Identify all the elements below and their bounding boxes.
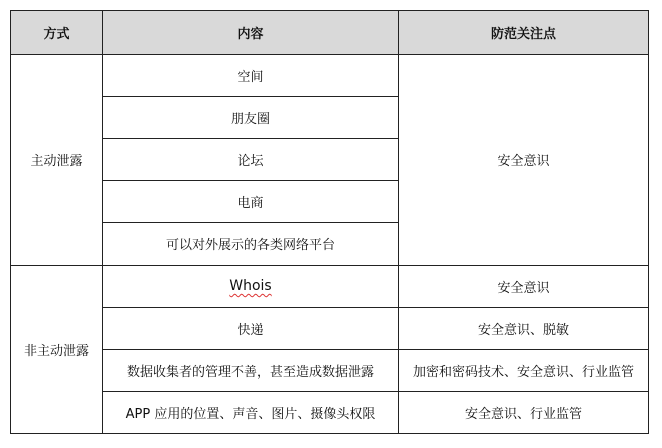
content-cell [103,265,399,307]
header-method: 方式 [11,11,103,55]
table-row [11,391,649,433]
content-cell: 数据收集者的管理不善，甚至造成数据泄露 [103,349,399,391]
table-row [11,307,649,349]
notes-cell: 安全意识、脱敏 [399,307,649,349]
content-cell: 空间 [103,55,399,97]
table-row [11,55,649,97]
notes-cell: 加密和密码技术、安全意识、行业监管 [399,349,649,391]
method-cell-passive: 非主动泄露 [11,265,103,433]
notes-cell: 安全意识 [399,265,649,307]
content-cell: APP 应用的位置、声音、图片、摄像头权限 [103,391,399,433]
whois-text: Whois [229,278,272,295]
content-cell: 论坛 [103,139,399,181]
table-row [11,265,649,307]
content-cell: 朋友圈 [103,97,399,139]
header-notes: 防范关注点 [399,11,649,55]
content-cell: 快递 [103,307,399,349]
notes-cell-active: 安全意识 [399,55,649,266]
security-table [10,10,649,434]
notes-cell: 安全意识、行业监管 [399,391,649,433]
content-cell: 电商 [103,181,399,223]
content-cell: 可以对外展示的各类网络平台 [103,223,399,265]
table-row [11,349,649,391]
method-cell-active: 主动泄露 [11,55,103,266]
header-content: 内容 [103,11,399,55]
header-row [11,11,649,55]
